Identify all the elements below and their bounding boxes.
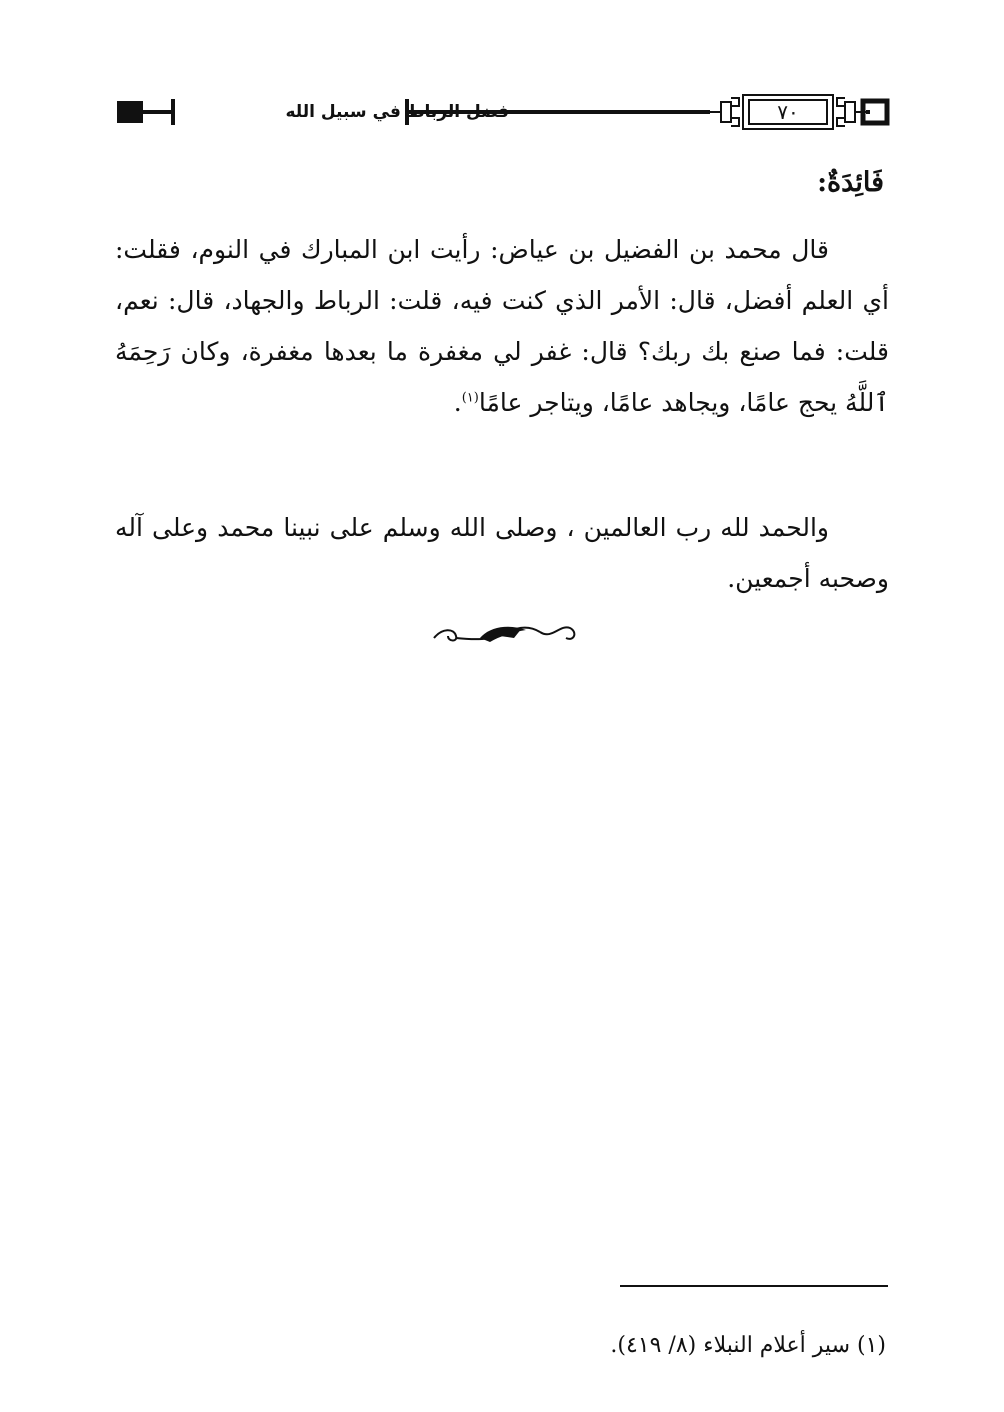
- running-header: [115, 92, 891, 132]
- footnote: (١) سير أعلام النبلاء (٨/ ٤١٩).: [610, 1333, 886, 1358]
- paragraph-main: [115, 224, 889, 428]
- paragraph-main-end: .: [453, 388, 462, 417]
- page-number: ٧٠: [777, 100, 799, 124]
- section-title: فَائِدَةٌ:: [817, 167, 884, 198]
- decorative-divider-icon: [430, 614, 580, 654]
- footnote-reference: (١): [461, 390, 479, 406]
- footnote-separator: [620, 1285, 888, 1287]
- book-title: فضل الرباط في سبيل الله: [285, 102, 509, 122]
- paragraph-main-text: قال محمد بن الفضيل بن عياض: رأيت ابن المبارك في النوم، فقلت: أي العلم أفضل، قال: الأمر الذي كنت فيه، قلت: الرباط والجهاد، قال: نعم، قلت: فما صنع بك ربك؟ قال: غفر لي مغفرة ما بعدها مغفرة، وكان رَحِمَهُ ٱللَّهُ يحج عامًا، ويجاهد عامًا، ويتاجر عامًا: [115, 235, 889, 417]
- paragraph-closing: والحمد لله رب العالمين ، وصلى الله وسلم على نبينا محمد وعلى آله وصحبه أجمعين.: [115, 513, 889, 593]
